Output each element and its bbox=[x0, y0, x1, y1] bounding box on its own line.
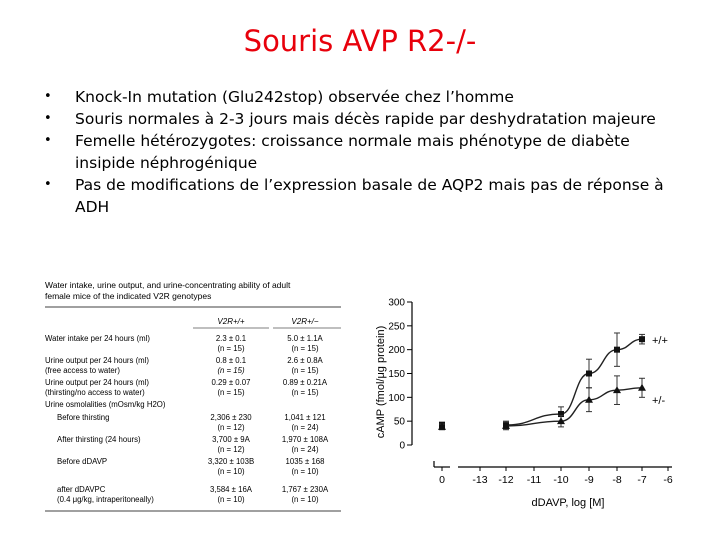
row-label: Water intake per 24 hours (ml) bbox=[45, 334, 151, 343]
cell-value: 0.29 ± 0.07 bbox=[211, 378, 251, 387]
cell-n: (n = 12) bbox=[217, 423, 245, 432]
table-caption: Water intake, urine output, and urine-concentrating ability of adult bbox=[45, 280, 291, 290]
data-point bbox=[639, 336, 645, 342]
row-label: Before dDAVP bbox=[57, 457, 108, 466]
y-tick-label: 0 bbox=[399, 440, 405, 452]
x-tick-label: -13 bbox=[472, 474, 488, 486]
row-label: Before thirsting bbox=[57, 413, 110, 422]
cell-n: (n = 10) bbox=[217, 467, 245, 476]
data-point bbox=[586, 371, 592, 377]
row-label: Urine output per 24 hours (ml) bbox=[45, 356, 150, 365]
cell-value: 2.3 ± 0.1 bbox=[215, 334, 247, 343]
camp-dose-response-chart bbox=[370, 290, 710, 530]
cell-n: (n = 15) bbox=[291, 344, 319, 353]
x-tick-label: -12 bbox=[498, 474, 514, 486]
cell-n: (n = 10) bbox=[291, 495, 319, 504]
row-label: After thirsting (24 hours) bbox=[57, 435, 141, 444]
cell-value: 1035 ± 168 bbox=[285, 457, 325, 466]
cell-value: 1,970 ± 108A bbox=[281, 435, 329, 444]
bullet-list bbox=[44, 86, 684, 218]
cell-value: 3,320 ± 103B bbox=[207, 457, 255, 466]
col-header-wt: V2R+/+ bbox=[217, 317, 245, 326]
cell-value: 3,584 ± 16A bbox=[210, 485, 252, 494]
y-tick-label: 150 bbox=[388, 369, 405, 380]
table-caption: female mice of the indicated V2R genotypes bbox=[45, 291, 212, 301]
cell-value: 0.8 ± 0.1 bbox=[215, 356, 247, 365]
x-axis-label: dDAVP, log [M] bbox=[531, 497, 605, 509]
cell-value: 1,041 ± 121 bbox=[284, 413, 326, 422]
cell-n: (n = 15) bbox=[291, 366, 319, 375]
bullet-item: • Pas de modifications de l’expression basale de AQP2 mais pas de réponse à ADH bbox=[44, 174, 684, 218]
row-sublabel: (0.4 μg/kg, intraperitoneally) bbox=[57, 495, 154, 504]
x-tick-label: -10 bbox=[553, 474, 569, 486]
cell-value: 0.89 ± 0.21A bbox=[282, 378, 328, 387]
cell-value: 2.6 ± 0.8A bbox=[287, 356, 323, 365]
osm-header: Urine osmolalities (mOsm/kg H2O) bbox=[45, 400, 166, 409]
row-sublabel: (free access to water) bbox=[45, 366, 120, 375]
cell-n: (n = 10) bbox=[217, 495, 245, 504]
cell-n: (n = 24) bbox=[291, 423, 319, 432]
y-tick-label: 100 bbox=[388, 392, 405, 404]
cell-n: (n = 15) bbox=[217, 366, 245, 375]
cell-n: (n = 15) bbox=[291, 388, 319, 397]
cell-n: (n = 15) bbox=[217, 388, 245, 397]
cell-n: (n = 24) bbox=[291, 445, 319, 454]
cell-n: (n = 12) bbox=[217, 445, 245, 454]
cell-value: 1,767 ± 230A bbox=[281, 485, 329, 494]
row-sublabel: (thirsting/no access to water) bbox=[45, 388, 145, 397]
series-line bbox=[506, 388, 642, 426]
cell-n: (n = 15) bbox=[217, 344, 245, 353]
col-header-het: V2R+/− bbox=[291, 317, 319, 326]
row-label: Urine output per 24 hours (ml) bbox=[45, 378, 150, 387]
series-label: +/+ bbox=[652, 335, 668, 348]
x-tick-label: -11 bbox=[526, 474, 542, 486]
x-tick-label: 0 bbox=[439, 474, 445, 486]
slide-title: Souris AVP R2-/- bbox=[243, 24, 477, 58]
data-point bbox=[614, 347, 620, 353]
genotype-table bbox=[43, 279, 343, 519]
cell-value: 3,700 ± 9A bbox=[212, 435, 250, 444]
y-tick-label: 200 bbox=[388, 345, 405, 357]
series-label: +/- bbox=[652, 394, 666, 407]
y-tick-label: 250 bbox=[388, 321, 405, 333]
row-label: after dDAVPC bbox=[57, 485, 106, 494]
x-tick-label: -7 bbox=[637, 474, 647, 486]
cell-n: (n = 10) bbox=[291, 467, 319, 476]
x-tick-label: -6 bbox=[663, 474, 673, 486]
y-tick-label: 50 bbox=[393, 416, 405, 428]
cell-value: 5.0 ± 1.1A bbox=[287, 334, 323, 343]
y-axis-label: cAMP (fmol/μg protein) bbox=[375, 325, 387, 439]
bullet-item: • Femelle hétérozygotes: croissance normale mais phénotype de diabète insipide néphrogénique bbox=[44, 130, 684, 174]
x-tick-label: -9 bbox=[584, 474, 594, 486]
bullet-item: • Souris normales à 2-3 jours mais décès rapide par deshydratation majeure bbox=[44, 108, 684, 130]
bullet-item: • Knock-In mutation (Glu242stop) observée chez l’homme bbox=[44, 86, 684, 108]
cell-value: 2,306 ± 230 bbox=[210, 413, 252, 422]
y-tick-label: 300 bbox=[388, 297, 405, 309]
x-tick-label: -8 bbox=[612, 474, 622, 486]
